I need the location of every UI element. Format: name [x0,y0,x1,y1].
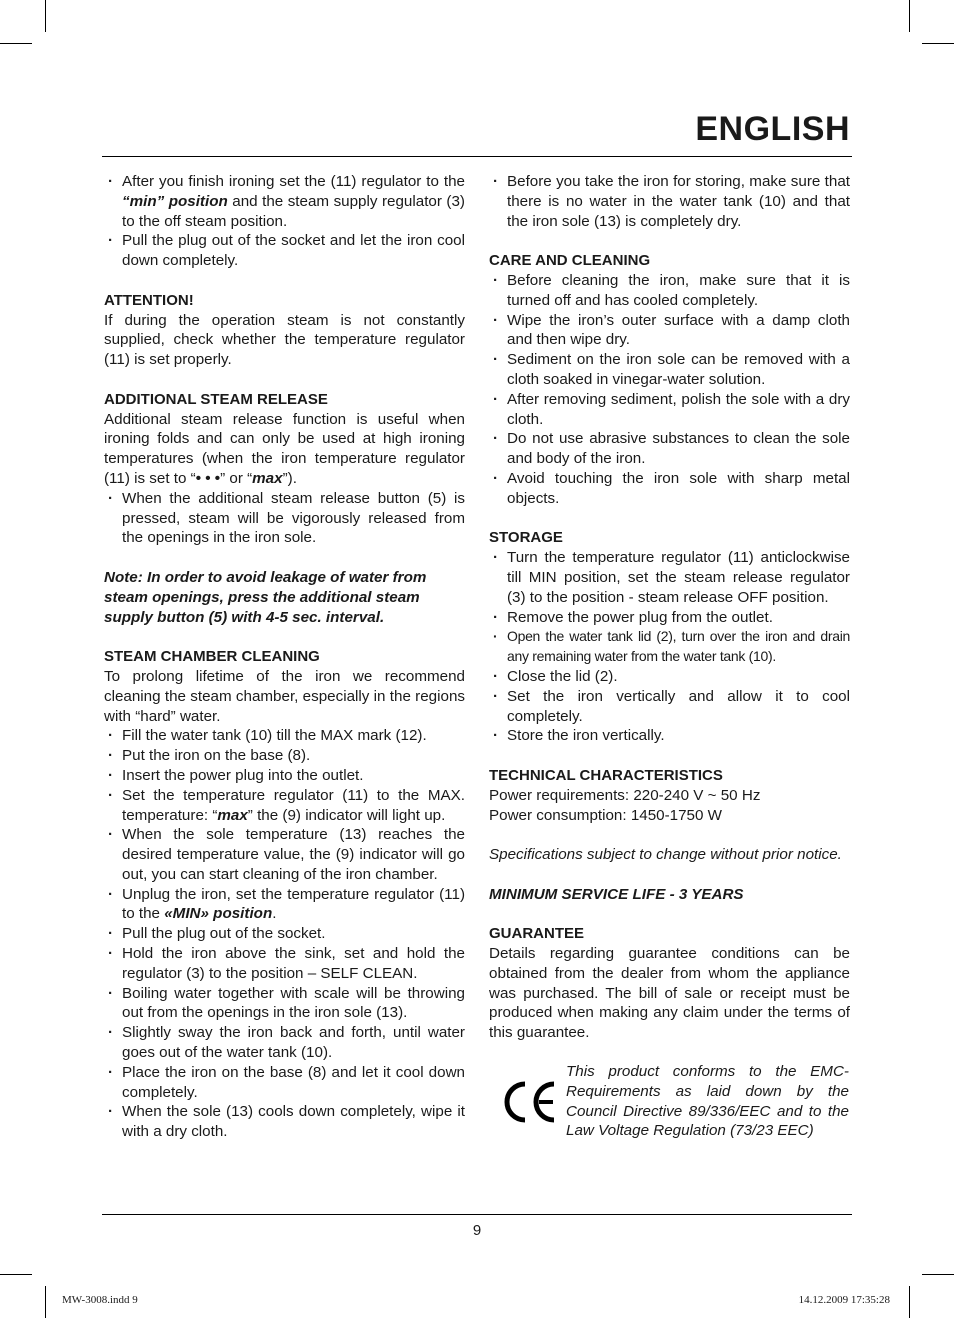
list-item: · Hold the iron above the sink, set and hold the regulator (3) to the position – SELF CLEAN. [104,944,465,984]
list-item: · Sediment on the iron sole can be removed with a cloth soaked in vinegar-water solution. [489,350,850,390]
crop-mark [45,0,46,32]
list-item: · Unplug the iron, set the temperature regulator (11) to the «MIN» position. [104,885,465,925]
technical-line: Power requirements: 220-240 V ~ 50 Hz [489,786,761,804]
list-item: · When the sole (13) cools down completely, wipe it with a dry cloth. [104,1102,465,1142]
list-item: · Turn the temperature regulator (11) anticlockwise till MIN position, set the steam release regulator (3) to the position - steam release OFF position. [489,548,850,607]
steam-chamber-heading: STEAM CHAMBER CLEANING [104,648,320,666]
left-column [104,172,465,1142]
crop-mark [922,1274,954,1275]
crop-mark [0,1274,32,1275]
crop-mark [0,43,32,44]
note-text: Note: In order to avoid leakage of water from steam openings, press the additional steam supply button (5) with 4-5 sec. interval. [104,568,427,626]
list-item: · After you finish ironing set the (11) regulator to the “min” position and the steam supply regulator (3) to the off steam position. [104,172,465,231]
steam-chamber-text: To prolong lifetime of the iron we recommend cleaning the steam chamber, especially in the regions with “hard” water. [104,667,465,725]
list-item: · Fill the water tank (10) till the MAX mark (12). [104,726,465,746]
crop-mark [909,0,910,32]
list-item: · Do not use abrasive substances to clean the sole and body of the iron. [489,429,850,469]
list-item: · Boiling water together with scale will be throwing out from the openings in the iron sole (13). [104,984,465,1024]
attention-heading: ATTENTION! [104,291,194,309]
technical-heading: TECHNICAL CHARACTERISTICS [489,766,723,784]
list-item: · Set the iron vertically and allow it to cool completely. [489,687,850,727]
list-item: · After removing sediment, polish the sole with a dry cloth. [489,390,850,430]
footer-file: MW-3008.indd 9 [62,1294,138,1306]
list-item: · Store the iron vertically. [489,726,850,746]
crop-mark [45,1286,46,1318]
crop-mark [909,1286,910,1318]
right-column [489,172,850,1141]
list-item: · Wipe the iron’s outer surface with a damp cloth and then wipe dry. [489,311,850,351]
additional-steam-heading: ADDITIONAL STEAM RELEASE [104,390,328,408]
header-rule [102,156,852,157]
list-item: · Insert the power plug into the outlet. [104,766,465,786]
ce-text: This product conforms to the EMC-Requirements as laid down by the Council Directive 89/336/EEC and to the Law Voltage Regulation (73/23 EEC) [566,1063,849,1140]
list-item: · Place the iron on the base (8) and let it cool down completely. [104,1063,465,1103]
page-title: ENGLISH [695,110,850,148]
guarantee-heading: GUARANTEE [489,925,585,943]
list-item: · Set the temperature regulator (11) to the MAX. temperature: “max” the (9) indicator will light up. [104,786,465,826]
list-item: · Open the water tank lid (2), turn over the iron and drain any remaining water from the water tank (10). [489,627,850,667]
guarantee-text: Details regarding guarantee conditions can be obtained from the dealer from whom the appliance was purchased. The bill of sale or receipt must be produced when making any claim under the terms of this guarantee. [489,945,850,1042]
additional-steam-list [104,489,465,548]
care-heading: CARE AND CLEANING [489,252,651,270]
crop-mark [922,43,954,44]
list-item: · Slightly sway the iron back and forth, until water goes out of the water tank (10). [104,1023,465,1063]
storage-heading: STORAGE [489,529,563,547]
list-item: · When the sole temperature (13) reaches the desired temperature value, the (9) indicator will go out, you can start cleaning of the iron chamber. [104,825,465,884]
spec-note: Specifications subject to change without prior notice. [489,846,842,864]
service-life: MINIMUM SERVICE LIFE - 3 YEARS [489,885,744,903]
steam-chamber-list [104,726,465,1142]
ce-mark-icon [499,1072,559,1132]
list-item: · When the additional steam release button (5) is pressed, steam will be vigorously released from the openings in the iron sole. [104,489,465,548]
list-item: · Pull the plug out of the socket and let the iron cool down completely. [104,231,465,271]
care-list [489,271,850,509]
list-item: · Remove the power plug from the outlet. [489,608,850,628]
list-item: · Close the lid (2). [489,667,850,687]
list-item: · Avoid touching the iron sole with sharp metal objects. [489,469,850,509]
list-item: · Pull the plug out of the socket. [104,924,465,944]
storage-list [489,548,850,746]
footer-date: 14.12.2009 17:35:28 [798,1294,890,1306]
page-number: 9 [472,1222,482,1239]
attention-text: If during the operation steam is not constantly supplied, check whether the temperature regulator (11) is set properly. [104,311,465,369]
list-item: · Put the iron on the base (8). [104,746,465,766]
additional-steam-text: Additional steam release function is useful when ironing folds and can only be used at high ironing temperatures (when the iron temperature regulator (11) is set to “• • •” or “max”). [104,410,465,487]
footer-rule [102,1214,852,1215]
list-item: · Before cleaning the iron, make sure that it is turned off and has cooled completely. [489,271,850,311]
intro-list [489,172,850,231]
technical-line: Power consumption: 1450-1750 W [489,806,723,824]
list-item: · Before you take the iron for storing, make sure that there is no water in the water tank (10) and that the iron sole (13) is completely dry. [489,172,850,231]
intro-list [104,172,465,271]
ce-block [489,1062,850,1141]
